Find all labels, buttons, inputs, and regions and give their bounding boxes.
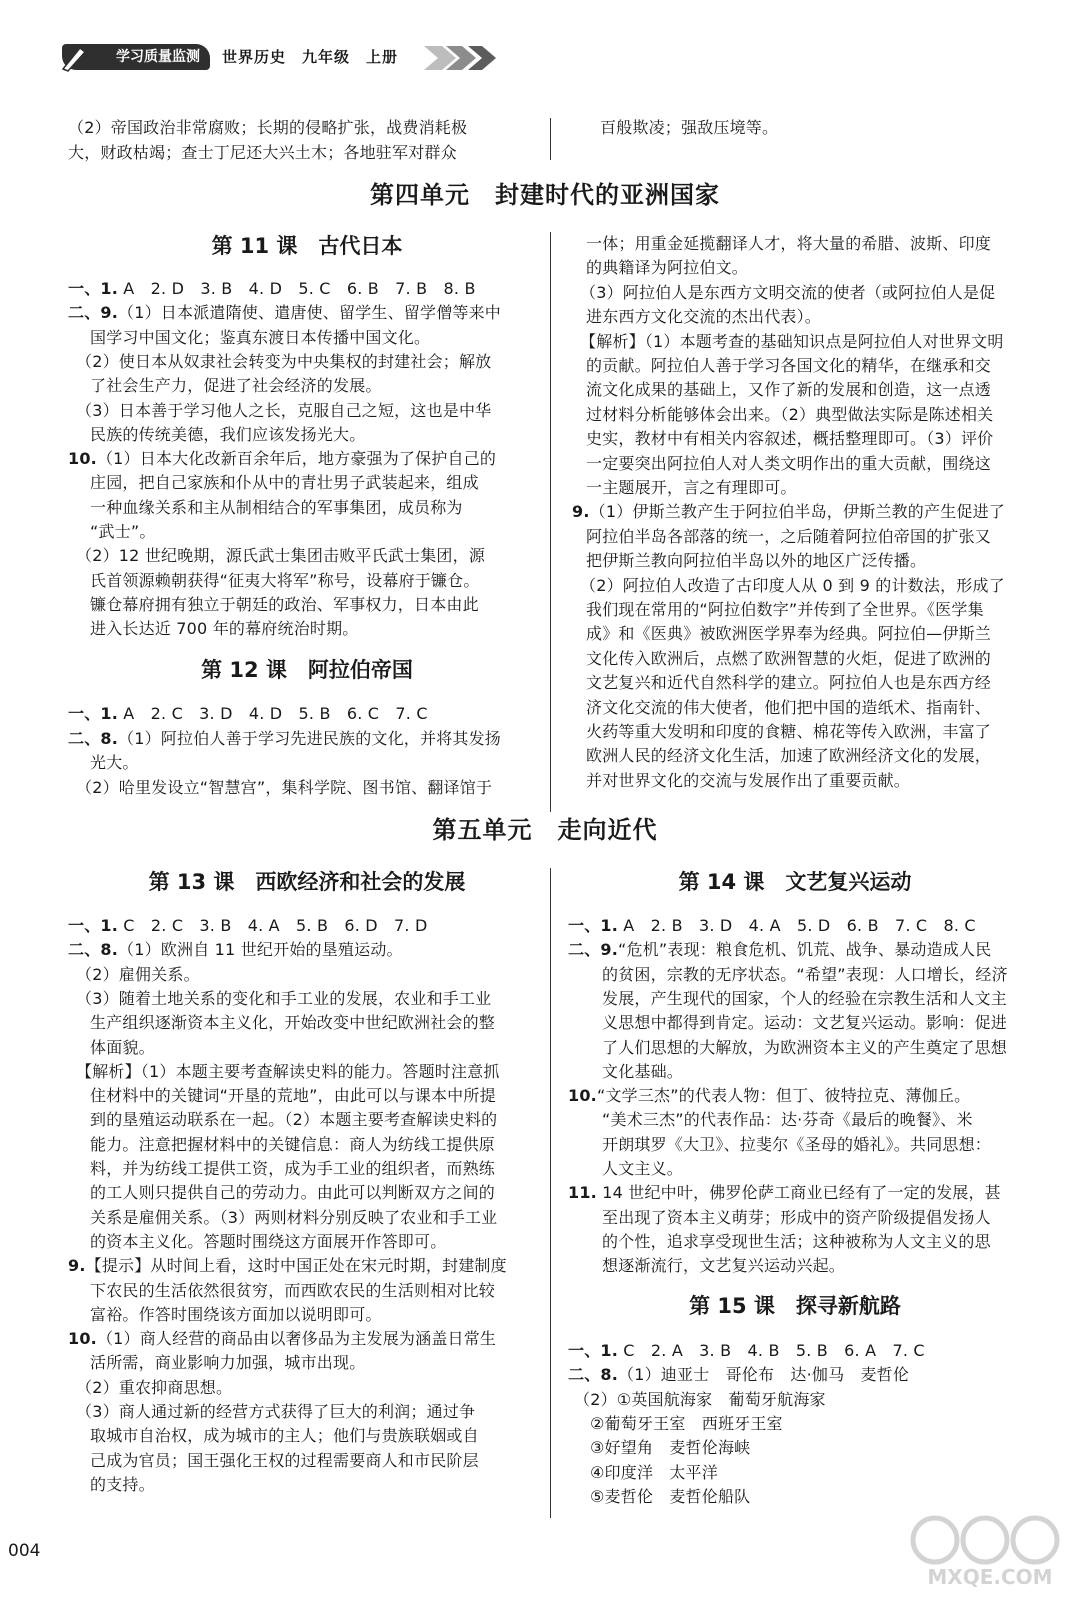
text-line: （3）阿拉伯人是东西方文明交流的使者（或阿拉伯人是促: [580, 282, 996, 302]
unit4-title: 第四单元 封建时代的亚洲国家: [370, 181, 720, 209]
text-line: 11. 14 世纪中叶，佛罗伦萨工商业已经有了一定的发展，甚: [568, 1183, 1001, 1203]
text-line: 成》和《医典》被欧洲医学界奉为经典。阿拉伯—伊斯兰: [586, 624, 992, 644]
text-line: （3）日本善于学习他人之长，克服自己之短，这也是中华: [76, 400, 492, 420]
text-line: ④印度洋 太平洋: [590, 1462, 718, 1482]
text-line: 一定要突出阿拉伯人对人类文明作出的重大贡献，围绕这: [586, 453, 992, 473]
text-line: 【解析】（1）本题考查的基础知识点是阿拉伯人对世界文明: [580, 331, 1004, 351]
text-line: 进东西方文化交流的杰出代表）。: [586, 307, 822, 327]
unit5-title: 第五单元 走向近代: [432, 816, 658, 844]
lesson11-title: 第 11 课 古代日本: [211, 234, 403, 258]
text-line: 二、8.（1）阿拉伯人善于学习先进民族的文化，并将其发扬: [68, 728, 501, 748]
text-line: 开朗琪罗《大卫》、拉斐尔《圣母的婚礼》。共同思想：: [602, 1134, 992, 1154]
text-line: 过材料分析能够体会出来。（2）典型做法实际是陈述相关: [586, 404, 994, 424]
text-line: 的贫困，宗教的无序状态。“希望”表现：人口增长，经济: [602, 964, 1008, 984]
text-line: 的工人则只提供自己的劳动力。由此可以判断双方之间的: [90, 1183, 496, 1203]
text-line: 的资本主义化。答题时围绕这方面展开作答即可。: [90, 1231, 447, 1251]
text-line: （2）重农抑商思想。: [76, 1377, 233, 1397]
text-line: 的支持。: [90, 1474, 155, 1494]
text-line: 欧洲人民的经济文化生活，加速了欧洲经济文化的发展，: [586, 746, 992, 766]
text-line: 关系是雇佣关系。（3）两则材料分别反映了农业和手工业: [90, 1207, 498, 1227]
pen-icon: [60, 42, 90, 72]
text-line: 一、1. C 2. C 3. B 4. A 5. B 6. D 7. D: [68, 916, 428, 935]
text-line: “武士”。: [90, 522, 156, 541]
text-line: （3）商人通过新的经营方式获得了巨大的利润；通过争: [76, 1402, 476, 1421]
text-line: 9.（1）伊斯兰教产生于阿拉伯半岛，伊斯兰教的产生促进了: [572, 502, 1006, 522]
text-line: 一、1. A 2. B 3. D 4. A 5. D 6. B 7. C 8. C: [568, 916, 976, 935]
text-line: 进入长达近 700 年的幕府统治时期。: [90, 619, 359, 639]
text-line: 发展，产生现代的国家，个人的经验在宗教生活和人文主: [602, 988, 1008, 1008]
text-line: 活所需，商业影响力加强，城市出现。: [90, 1353, 366, 1373]
text-line: 住材料中的关键词“开垦的荒地”，由此可以与课本中所提: [90, 1086, 496, 1106]
book-info: 世界历史 九年级 上册: [222, 48, 399, 66]
text-line: 到的垦殖运动联系在一起。（2）本题主要考查解读史料的: [90, 1110, 498, 1130]
text-line: 的个性，追求享受现世生活；这种被称为人文主义的思: [602, 1231, 991, 1251]
text-line: 二、9.（1）日本派遣隋使、遣唐使、留学生、留学僧等来中: [68, 303, 501, 323]
text-line: 把伊斯兰教向阿拉伯半岛以外的地区广泛传播。: [586, 551, 927, 571]
column-divider: [550, 868, 551, 1518]
text-line: 的典籍译为阿拉伯文。: [586, 258, 749, 278]
text-line: 一种血缘关系和主从制相结合的军事集团，成员称为: [90, 497, 463, 517]
text-line: 庄园，把自己家族和仆从中的青壮男子武装起来，组成: [90, 473, 479, 493]
text-line: 一、1. A 2. C 3. D 4. D 5. B 6. C 7. C: [68, 704, 428, 723]
text-line: 文化基础。: [602, 1061, 684, 1081]
text-line: 体面貌。: [90, 1037, 155, 1057]
text-line: 下农民的生活依然很贫穷，而西欧农民的生活则相对比较: [90, 1280, 496, 1300]
text-line: 了人们思想的大解放，为欧洲资本主义的产生奠定了思想: [602, 1037, 1008, 1057]
text-line: 10.（1）日本大化改新百余年后，地方豪强为了保护自己的: [68, 449, 497, 469]
text-line: 己成为官员；国王强化王权的过程需要商人和市民阶层: [90, 1450, 479, 1470]
text-line: 取城市自治权，成为城市的主人；他们与贵族联姻或自: [90, 1426, 479, 1446]
page-header: [62, 38, 502, 78]
text-line: 大，财政枯竭；查士丁尼还大兴土木；各地驻军对群众: [68, 142, 457, 162]
text-line: （2）哈里发设立“智慧宫”，集科学院、图书馆、翻译馆于: [76, 777, 493, 797]
text-line: （2）帝国政治非常腐败；长期的侵略扩张，战费消耗极: [68, 118, 468, 137]
text-line: 国学习中国文化；鉴真东渡日本传播中国文化。: [90, 327, 431, 347]
svg-text:MXQE.COM: MXQE.COM: [927, 1565, 1053, 1589]
text-line: 人文主义。: [602, 1159, 684, 1178]
text-line: 文艺复兴和近代自然科学的建立。阿拉伯人也是东西方经: [586, 673, 992, 693]
text-line: （2）雇佣关系。: [76, 964, 200, 984]
text-line: （2）使日本从奴隶社会转变为中央集权的封建社会；解放: [76, 351, 492, 371]
lesson15-title: 第 15 课 探寻新航路: [689, 1294, 901, 1318]
text-line: 二、8.（1）欧洲自 11 世纪开始的垦殖运动。: [68, 940, 403, 960]
text-line: 至出现了资本主义萌芽；形成中的资产阶级提倡发扬人: [602, 1207, 991, 1227]
text-line: 料，并为纺线工提供工资，成为手工业的组织者，而熟练: [90, 1159, 496, 1178]
text-line: 10.（1）商人经营的商品由以奢侈品为主发展为涵盖日常生: [68, 1329, 497, 1349]
text-line: 阿拉伯半岛各部落的统一，之后随着阿拉伯帝国的扩张又: [586, 526, 992, 546]
text-line: 一体；用重金延揽翻译人才，将大量的希腊、波斯、印度: [586, 234, 992, 253]
text-line: 二、9.“危机”表现：粮食危机、饥荒、战争、暴动造成人民: [568, 940, 992, 960]
text-line: 氏首领源赖朝获得“征夷大将军”称号，设幕府于镰仓。: [90, 570, 480, 590]
text-line: 生产组织逐渐资本主义化，开始改变中世纪欧洲社会的整: [90, 1013, 496, 1033]
text-line: 流文化成果的基础上，又作了新的发展和创造，这一点透: [586, 380, 992, 400]
text-line: 二、8.（1）迪亚士 哥伦布 达·伽马 麦哲伦: [568, 1365, 910, 1385]
text-line: 济文化交流的伟大使者，他们把中国的造纸术、指南针、: [586, 697, 992, 717]
text-line: 富裕。作答时围绕该方面加以说明即可。: [90, 1304, 382, 1324]
text-line: 文化传入欧洲后，点燃了欧洲智慧的火炬，促进了欧洲的: [586, 648, 992, 668]
text-line: 我们现在常用的“阿拉伯数字”并传到了全世界。《医学集: [586, 600, 984, 619]
watermark-logo: [905, 1510, 1075, 1590]
text-line: 史实，教材中有相关内容叙述，概括整理即可。（3）评价: [586, 429, 994, 449]
text-line: 的贡献。阿拉伯人善于学习各国文化的精华，在继承和交: [586, 356, 992, 375]
lesson12-title: 第 12 课 阿拉伯帝国: [201, 658, 413, 682]
header-badge: 学习质量监测: [62, 44, 210, 70]
text-line: 火药等重大发明和印度的食糖、棉花等传入欧洲，丰富了: [586, 722, 992, 741]
text-line: 想逐渐流行，文艺复兴运动兴起。: [602, 1256, 846, 1276]
column-divider: [550, 232, 551, 812]
text-line: 光大。: [90, 753, 139, 772]
text-line: （2）阿拉伯人改造了古印度人从 0 到 9 的计数法，形成了: [580, 575, 1005, 595]
text-line: “美术三杰”的代表作品：达·芬奇《最后的晚餐》、米: [602, 1110, 973, 1130]
text-line: 【解析】（1）本题主要考查解读史料的能力。答题时注意抓: [76, 1061, 500, 1081]
text-line: 并对世界文化的交流与发展作出了重要贡献。: [586, 770, 911, 790]
text-line: 能力。注意把握材料中的关键信息：商人为纺线工提供原: [90, 1134, 496, 1154]
text-line: ②葡萄牙王室 西班牙王室: [590, 1413, 783, 1433]
chevrons-icon: [422, 44, 502, 72]
column-divider: [550, 118, 551, 160]
text-line: （2）①英国航海家 葡萄牙航海家: [574, 1389, 826, 1409]
text-line: ⑤麦哲伦 麦哲伦船队: [590, 1486, 751, 1506]
text-line: 民族的传统美德，我们应该发扬光大。: [90, 424, 366, 444]
text-line: 一、1. C 2. A 3. B 4. B 5. B 6. A 7. C: [568, 1341, 925, 1360]
text-line: 10.“文学三杰”的代表人物：但丁、彼特拉克、薄伽丘。: [568, 1086, 971, 1106]
text-line: （2）12 世纪晚期，源氏武士集团击败平氏武士集团，源: [76, 546, 486, 566]
lesson13-title: 第 13 课 西欧经济和社会的发展: [148, 870, 466, 894]
text-line: 一、1. A 2. D 3. B 4. D 5. C 6. B 7. B 8. B: [68, 279, 476, 298]
text-line: 百般欺凌；强敌压境等。: [600, 118, 779, 137]
text-line: 义思想中都得到肯定。运动：文艺复兴运动。影响：促进: [602, 1013, 1008, 1033]
text-line: ③好望角 麦哲伦海峡: [590, 1438, 751, 1458]
lesson14-title: 第 14 课 文艺复兴运动: [678, 870, 912, 894]
text-line: 9.【提示】从时间上看，这时中国正处在宋元时期，封建制度: [68, 1256, 507, 1276]
text-line: 一主题展开，言之有理即可。: [586, 478, 797, 497]
text-line: 了社会生产力，促进了社会经济的发展。: [90, 376, 382, 396]
text-line: 镰仓幕府拥有独立于朝廷的政治、军事权力，日本由此: [90, 594, 479, 614]
page-number: 004: [8, 1541, 41, 1561]
text-line: （3）随着土地关系的变化和手工业的发展，农业和手工业: [76, 988, 492, 1008]
